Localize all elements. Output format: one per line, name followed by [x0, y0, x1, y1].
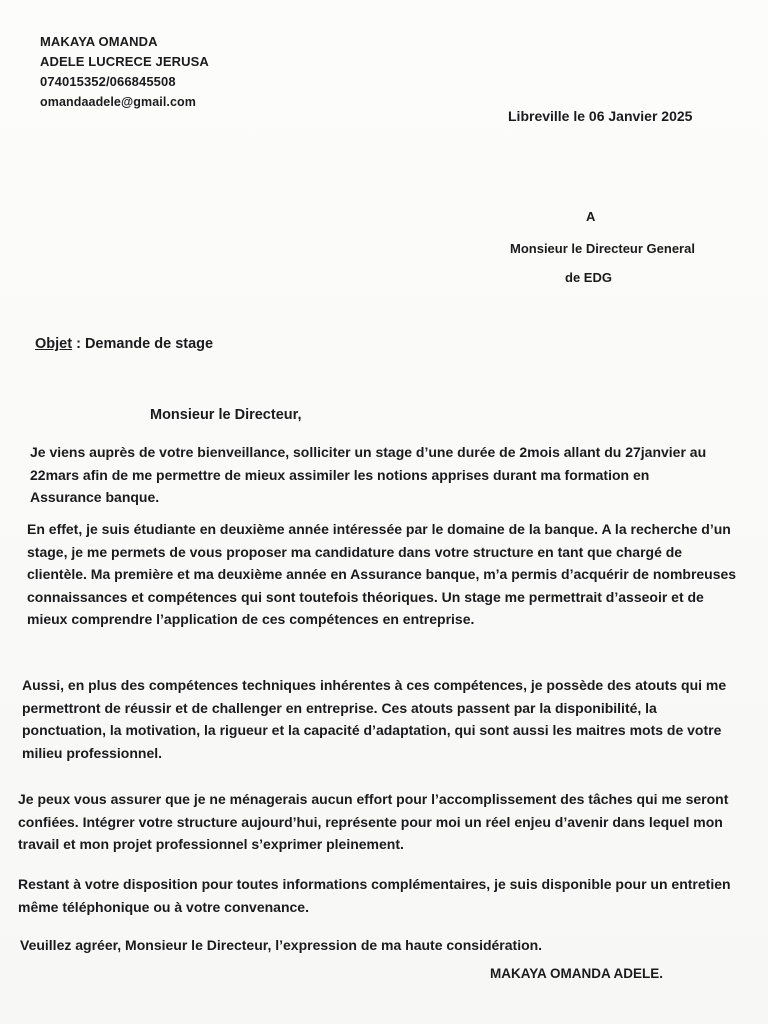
- subject-text: Demande de stage: [84, 336, 214, 352]
- subject-label: Objet: [35, 336, 73, 352]
- signature: MAKAYA OMANDA ADELE.: [490, 966, 664, 981]
- sender-block: [40, 32, 209, 112]
- sender-email: omandaadele@gmail.com: [40, 95, 196, 109]
- sender-given-names: ADELE LUCRECE JERUSA: [40, 54, 209, 69]
- subject-line: [35, 336, 213, 352]
- recipient-organization: de EDG: [565, 270, 612, 285]
- sender-surname: MAKAYA OMANDA: [40, 34, 158, 49]
- subject-separator: :: [72, 336, 85, 352]
- closing-paragraph: Veuillez agréer, Monsieur le Directeur, l’expression de ma haute considération.: [20, 937, 543, 953]
- date-line: Libreville le 06 Janvier 2025: [508, 108, 693, 124]
- body-paragraph-2: En effet, je suis étudiante en deuxième année intéressée par le domaine de la banque. A la recherche d’un stage, je me permets de vous proposer ma candidature dans votre structure en tant que chargé de clientèle. Ma première et ma deuxième année en Assurance banque, m’a permis d’acquérir de nombreuses connaissances et compétences qui sont toutefois théoriques. Un stage me permettrait d’asseoir et de mieux comprendre l’application de ces compétences en entreprise.: [27, 521, 737, 627]
- body-paragraph-5: Restant à votre disposition pour toutes informations complémentaires, je suis disponible pour un entretien même téléphonique ou à votre convenance.: [18, 876, 731, 915]
- body-paragraph-3: Aussi, en plus des compétences techniques inhérentes à ces compétences, je possède des atouts qui me permettront de réussir et de challenger en entreprise. Ces atouts passent par la disponibilité, la ponctuation, la motivation, la rigueur et la capacité d’adaptation, qui sont aussi les maitres mots de votre milieu professionnel.: [22, 677, 727, 761]
- salutation: Monsieur le Directeur,: [150, 407, 302, 423]
- sender-phones: 074015352/066845508: [40, 74, 176, 89]
- body-paragraph-1: Je viens auprès de votre bienveillance, solliciter un stage d’une durée de 2mois allant du 27janvier au 22mars afin de me permettre de mieux assimiler les notions apprises durant ma formation en Assurance banque.: [30, 444, 707, 505]
- body-paragraph-4: Je peux vous assurer que je ne ménagerais aucun effort pour l’accomplissement des tâches qui me seront confiées. Intégrer votre structure aujourd’hui, représente pour moi un réel enjeu d’avenir dans lequel mon travail et mon projet professionnel s’exprimer pleinement.: [18, 791, 729, 852]
- recipient-prefix: A: [586, 209, 596, 224]
- recipient-title: Monsieur le Directeur General: [510, 241, 695, 256]
